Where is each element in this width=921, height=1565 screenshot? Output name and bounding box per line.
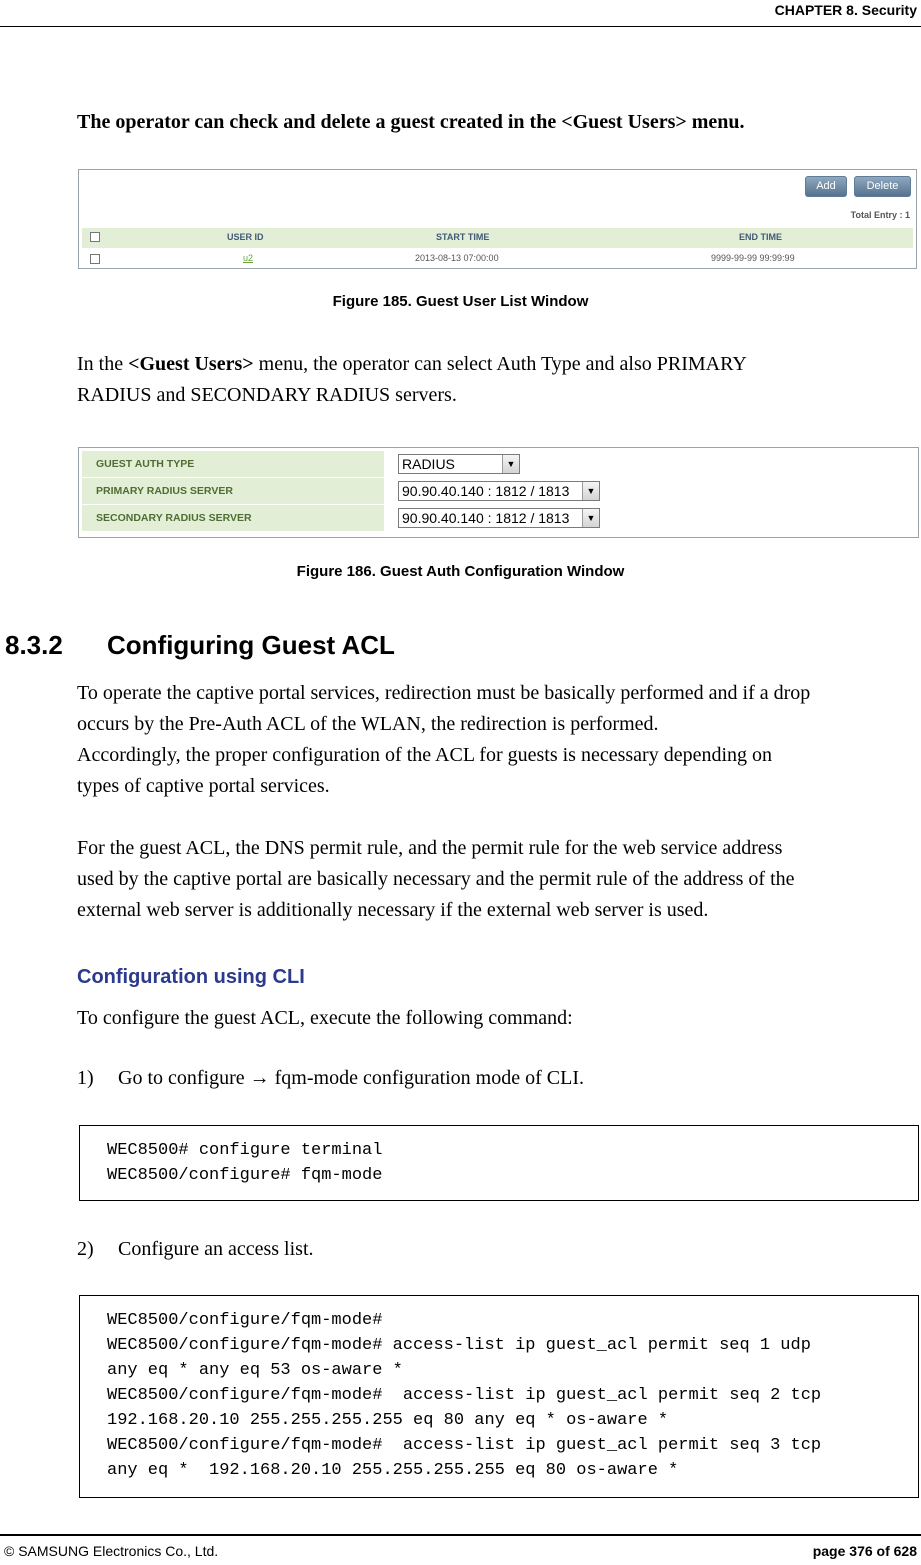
- secondary-radius-select[interactable]: [398, 508, 600, 528]
- section-title: Configuring Guest ACL: [107, 630, 395, 660]
- primary-radius-label: PRIMARY RADIUS SERVER: [82, 478, 384, 504]
- step-1-text: Go to configure → fqm-mode configuration mode of CLI.: [118, 1067, 584, 1089]
- user-id-link[interactable]: u2: [243, 253, 254, 263]
- footer-page-number: page 376 of 628: [812, 1543, 917, 1559]
- code-line: any eq * 192.168.20.10 255.255.255.255 eq 80 os-aware *: [107, 1461, 679, 1480]
- code-line: any eq * any eq 53 os-aware *: [107, 1361, 403, 1380]
- figure-185-caption: Figure 185. Guest User List Window: [332, 293, 589, 310]
- footer-copyright: © SAMSUNG Electronics Co., Ltd.: [4, 1543, 219, 1559]
- code-line: 192.168.20.10 255.255.255.255 eq 80 any eq * os-aware *: [107, 1411, 669, 1430]
- menu-name: <Guest Users>: [128, 353, 254, 375]
- code-line: WEC8500# configure terminal: [107, 1141, 383, 1160]
- body-paragraph-2: [77, 833, 795, 926]
- row-checkbox[interactable]: [90, 254, 100, 264]
- secondary-radius-value: 90.90.40.140 : 1812 / 1813: [402, 510, 570, 526]
- add-button[interactable]: Add: [805, 176, 847, 197]
- code-line: WEC8500/configure/fqm-mode#: [107, 1311, 383, 1330]
- body-line: For the guest ACL, the DNS permit rule, and the permit rule for the web service address: [77, 837, 783, 859]
- chevron-down-icon: ▼: [582, 509, 599, 527]
- header-divider: [0, 26, 921, 27]
- chevron-down-icon: ▼: [582, 482, 599, 500]
- delete-button[interactable]: Delete: [854, 176, 911, 197]
- code-line: WEC8500/configure/fqm-mode# access-list ip guest_acl permit seq 3 tcp: [107, 1436, 822, 1455]
- intro-text: The operator can check and delete a guest created in the <Guest Users> menu.: [77, 111, 745, 133]
- chapter-header: CHAPTER 8. Security: [774, 2, 917, 18]
- secondary-radius-label: SECONDARY RADIUS SERVER: [82, 505, 384, 531]
- step-1-number: 1): [77, 1067, 94, 1089]
- code-block-2: [79, 1295, 919, 1498]
- guest-user-list-figure: [78, 169, 917, 269]
- primary-radius-select[interactable]: [398, 481, 600, 501]
- step-2-number: 2): [77, 1238, 94, 1260]
- cli-heading: Configuration using CLI: [77, 966, 305, 988]
- guest-auth-type-cell: [386, 451, 915, 477]
- column-user-id: USER ID: [227, 232, 264, 242]
- select-all-checkbox[interactable]: [90, 232, 100, 242]
- cli-intro: To configure the guest ACL, execute the following command:: [77, 1007, 573, 1029]
- body-line: To operate the captive portal services, redirection must be basically performed and if a drop: [77, 682, 811, 704]
- start-time-cell: 2013-08-13 07:00:00: [415, 253, 499, 263]
- guest-auth-type-value: RADIUS: [402, 456, 455, 472]
- step-2-text: Configure an access list.: [118, 1238, 314, 1260]
- figure-186-caption: Figure 186. Guest Auth Configuration Window: [296, 563, 625, 580]
- secondary-radius-cell: [386, 505, 915, 531]
- chevron-down-icon: ▼: [502, 455, 519, 473]
- code-line: WEC8500/configure# fqm-mode: [107, 1166, 383, 1185]
- body-line: external web server is additionally necessary if the external web server is used.: [77, 899, 709, 921]
- end-time-cell: 9999-99-99 99:99:99: [711, 253, 795, 263]
- paragraph-guest-users: [77, 349, 747, 411]
- code-line: WEC8500/configure/fqm-mode# access-list ip guest_acl permit seq 2 tcp: [107, 1386, 822, 1405]
- table-header-row: [82, 228, 913, 248]
- code-line: WEC8500/configure/fqm-mode# access-list ip guest_acl permit seq 1 udp: [107, 1336, 811, 1355]
- table-row: [82, 250, 913, 268]
- body-line: Accordingly, the proper configuration of the ACL for guests is necessary depending on: [77, 744, 772, 766]
- primary-radius-cell: [386, 478, 915, 504]
- section-number: 8.3.2: [5, 630, 63, 660]
- footer-divider: [0, 1534, 921, 1536]
- column-start-time: START TIME: [436, 232, 490, 242]
- body-line: occurs by the Pre-Auth ACL of the WLAN, the redirection is performed.: [77, 713, 659, 735]
- guest-auth-type-label: GUEST AUTH TYPE: [82, 451, 384, 477]
- body-line: types of captive portal services.: [77, 775, 330, 797]
- primary-radius-value: 90.90.40.140 : 1812 / 1813: [402, 483, 570, 499]
- paragraph-line2: RADIUS and SECONDARY RADIUS servers.: [77, 384, 457, 406]
- paragraph-prefix: In the: [77, 353, 129, 375]
- body-line: used by the captive portal are basically necessary and the permit rule of the address of the: [77, 868, 795, 890]
- guest-auth-config-figure: [78, 447, 919, 538]
- guest-auth-type-select[interactable]: [398, 454, 520, 474]
- total-entry: Total Entry : 1: [850, 210, 910, 220]
- code-block-1: [79, 1125, 919, 1201]
- column-end-time: END TIME: [739, 232, 783, 242]
- body-paragraph-1: [77, 678, 810, 802]
- paragraph-rest: menu, the operator can select Auth Type and also PRIMARY: [253, 353, 747, 375]
